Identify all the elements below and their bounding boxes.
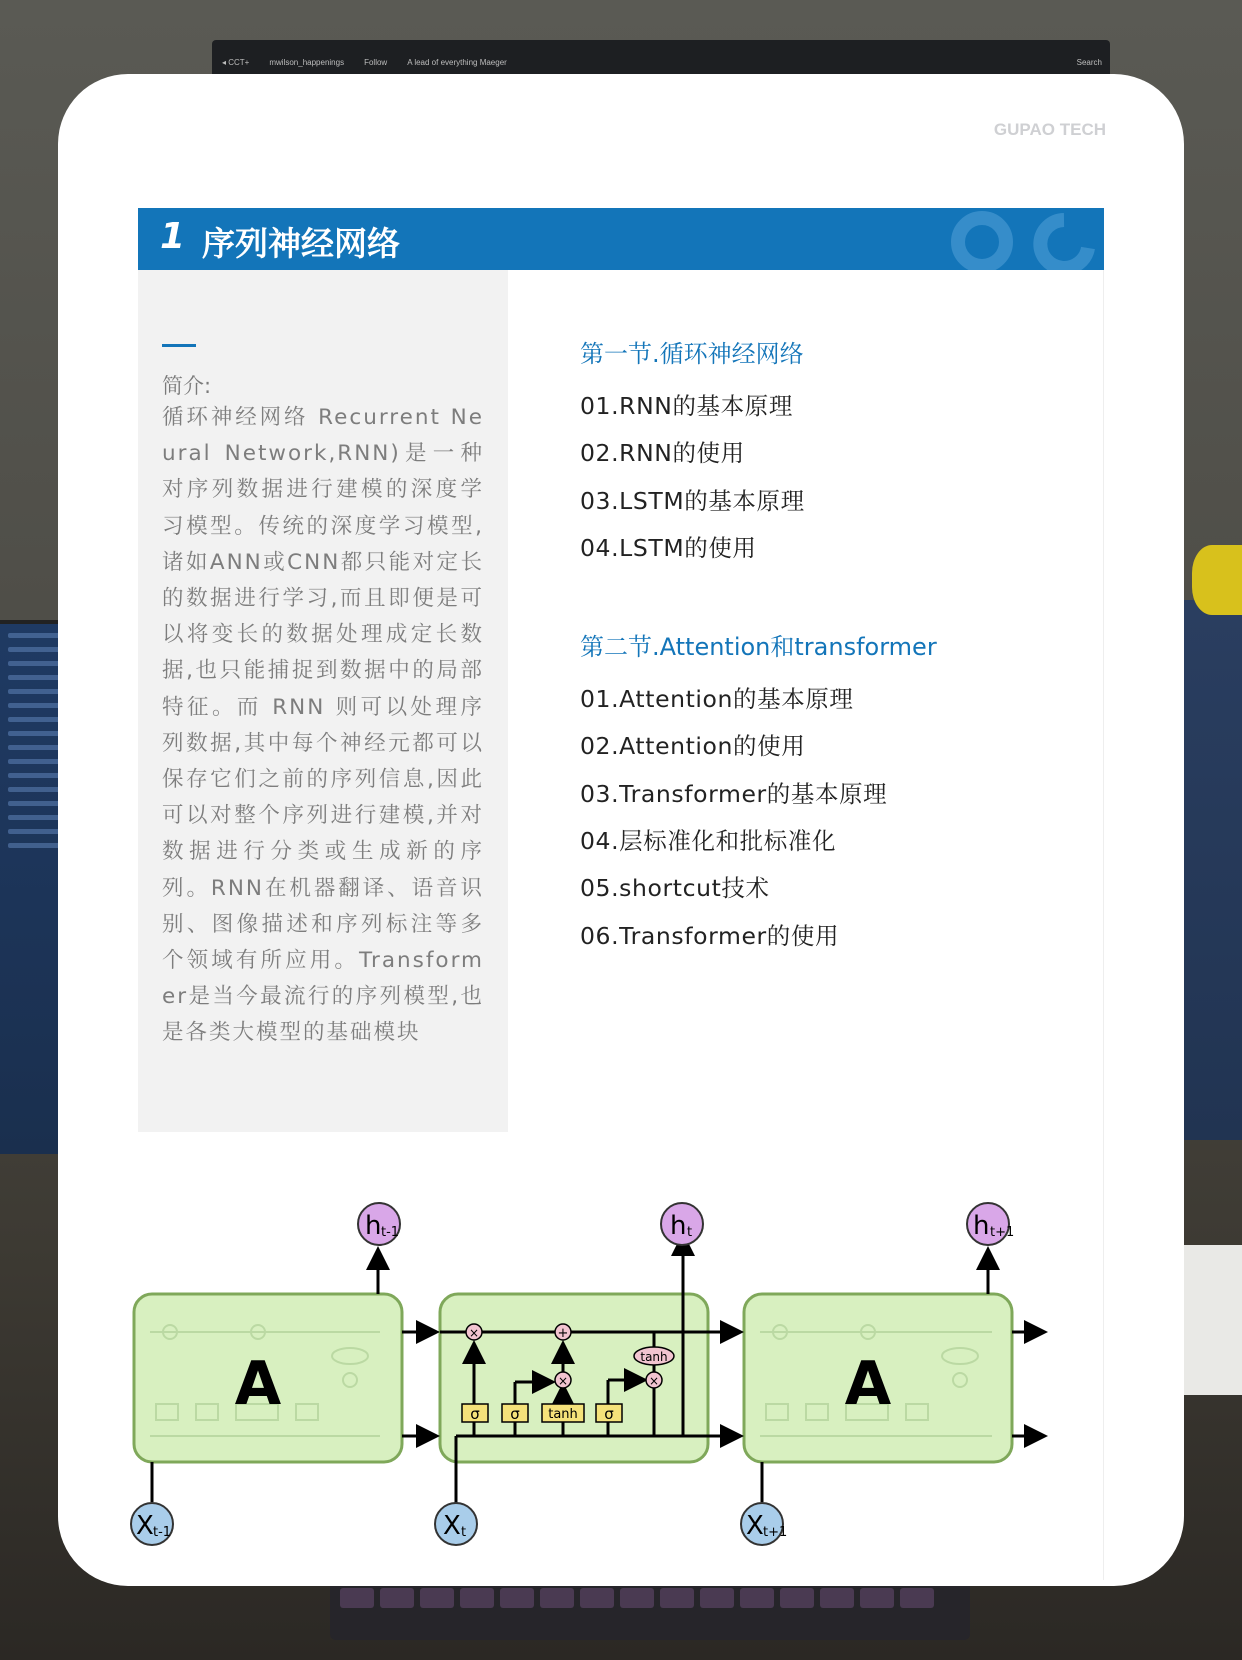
output-node-h-next <box>967 1203 1014 1245</box>
background-duck <box>1192 545 1242 615</box>
background-keyboard <box>330 1580 970 1640</box>
svg-text:t+1: t+1 <box>763 1525 788 1540</box>
lstm-cell-middle <box>440 1238 730 1524</box>
svg-text:σ: σ <box>510 1405 520 1423</box>
multiply-op-icon <box>646 1372 662 1388</box>
brand-logo-text: GUPAO TECH <box>993 120 1106 139</box>
input-node-x-prev <box>131 1503 173 1545</box>
lstm-diagram <box>130 1174 1130 1574</box>
svg-text:×: × <box>557 1374 569 1388</box>
svg-text:t: t <box>461 1525 467 1540</box>
bg-menu-follow: Follow <box>364 57 388 67</box>
gate-tanh <box>542 1404 584 1422</box>
svg-text:t-1: t-1 <box>153 1525 172 1540</box>
toc-item: 04.LSTM的使用 <box>580 533 757 562</box>
svg-text:σ: σ <box>470 1405 480 1423</box>
svg-text:t: t <box>687 1225 693 1240</box>
svg-text:X: X <box>746 1511 764 1541</box>
toc-item: 06.Transformer的使用 <box>580 921 840 950</box>
intro-body: 循环神经网络 Recurrent Neural Network,RNN)是一种对序列数据进行建模的深度学习模型。传统的深度学习模型,诸如ANN或CNN都只能对定长的数据进行学习,而且即便是可以将变长的数据处理成定长数据,也只能捕捉到数据中的局部特征。而 RNN 则可以处理序列数据,其中每个神经元都可以保存它们之前的序列信息,因此可以对整个序列进行建模,并对数据进行分类或生成新的序列。RNN在机器翻译、语音识别、图像描述和序列标注等多个领域有所应用。Transformer是当今最流行的序列模型,也是各类大模型的基础模块 <box>162 405 484 1046</box>
bg-menu-user: mwilson_happenings <box>269 57 345 67</box>
toc-item: 05.shortcut技术 <box>580 874 770 903</box>
section-heading: 第二节.Attention和transformer <box>580 633 937 662</box>
intro-label: 简介: <box>162 374 212 398</box>
multiply-op-icon <box>555 1372 571 1388</box>
svg-text:tanh: tanh <box>548 1407 578 1422</box>
svg-text:tanh: tanh <box>640 1350 668 1364</box>
section-heading: 第一节.循环神经网络 <box>580 340 804 368</box>
chapter-title: 序列神经网络 <box>202 224 400 263</box>
input-node-x-next <box>741 1503 787 1545</box>
bg-menu-search: Search <box>1076 57 1102 67</box>
toc-item: 03.LSTM的基本原理 <box>580 486 805 515</box>
lstm-cell-right <box>744 1294 1012 1462</box>
toc-item: 01.RNN的基本原理 <box>580 392 793 420</box>
toc-item: 04.层标准化和批标准化 <box>580 827 837 856</box>
bg-menu-tagline: A lead of everything Maeger <box>407 57 507 67</box>
svg-text:h: h <box>973 1211 990 1241</box>
gate-sigma-3 <box>596 1404 622 1423</box>
toc-item: 02.RNN的使用 <box>580 439 745 468</box>
accent-dash <box>162 344 196 347</box>
svg-text:X: X <box>136 1511 154 1541</box>
output-node-h-t <box>661 1203 703 1245</box>
background-menubar <box>222 52 1102 72</box>
tanh-op-icon <box>634 1347 674 1365</box>
cell-label: A <box>844 1349 892 1419</box>
svg-text:×: × <box>468 1326 480 1340</box>
svg-text:+: + <box>557 1326 569 1341</box>
svg-text:X: X <box>443 1511 461 1541</box>
multiply-op-icon <box>466 1324 482 1340</box>
cell-label: A <box>234 1349 282 1419</box>
bg-menu-left: ◂ CCT+ <box>222 57 250 67</box>
toc-item: 02.Attention的使用 <box>580 732 806 761</box>
document-card <box>58 74 1184 1586</box>
gate-sigma-1 <box>462 1404 488 1423</box>
table-of-contents <box>580 336 1100 960</box>
lstm-cell-left <box>134 1294 402 1462</box>
toc-item: 01.Attention的基本原理 <box>580 685 854 714</box>
svg-text:t-1: t-1 <box>381 1225 400 1240</box>
toc-item: 03.Transformer的基本原理 <box>580 779 888 808</box>
intro-panel <box>138 270 508 1132</box>
svg-text:σ: σ <box>604 1405 614 1423</box>
svg-text:t+1: t+1 <box>990 1225 1015 1240</box>
svg-text:h: h <box>365 1211 382 1241</box>
chapter-number: 1 <box>160 216 186 257</box>
add-op-icon <box>555 1324 571 1341</box>
svg-text:×: × <box>648 1374 660 1388</box>
svg-text:h: h <box>670 1211 687 1241</box>
input-node-x-t <box>435 1503 477 1545</box>
decorative-logo-icon <box>944 208 1104 270</box>
gate-sigma-2 <box>502 1404 528 1423</box>
chapter-title-bar <box>138 208 1104 270</box>
output-node-h-prev <box>358 1203 400 1245</box>
